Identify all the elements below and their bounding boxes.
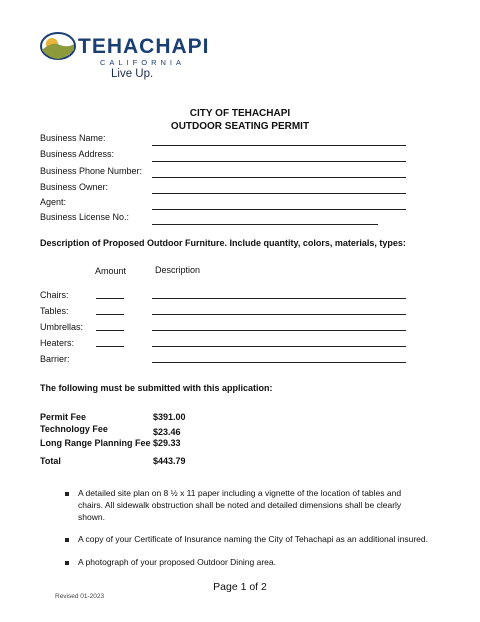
heaters-label: Heaters:: [40, 338, 75, 348]
heaters-amount-line[interactable]: [96, 346, 124, 347]
tables-description-line[interactable]: [152, 314, 406, 315]
business-owner-label: Business Owner:: [40, 182, 109, 192]
business-name-line[interactable]: [152, 145, 406, 146]
furniture-heading: Description of Proposed Outdoor Furniture. Include quantity, colors, materials, types:: [40, 238, 406, 248]
business-owner-line[interactable]: [152, 193, 406, 194]
barrier-label: Barrier:: [40, 354, 70, 364]
permit-fee-amount: $391.00: [153, 412, 186, 422]
planning-fee-label: Long Range Planning Fee: [40, 438, 151, 448]
mountain-sun-icon: [40, 32, 76, 60]
business-phone-label: Business Phone Number:: [40, 166, 143, 176]
technology-fee-amount: $23.46: [153, 427, 181, 437]
umbrellas-amount-line[interactable]: [96, 330, 124, 331]
business-address-line[interactable]: [152, 161, 406, 162]
revision-note: Revised 01-2023: [55, 593, 105, 600]
bullet-marker: [65, 492, 69, 496]
page-number: Page 1 of 2: [213, 581, 267, 593]
chairs-description-line[interactable]: [152, 298, 406, 299]
requirement-insurance: A copy of your Certificate of Insurance naming the City of Tehachapi as an additional insured.: [78, 534, 428, 544]
requirement-site-plan: A detailed site plan on 8 ½ x 11 paper including a vignette of the location of tables and chairs. All sidewalk obstruction shall be noted and detailed dimensions shall be clearly shown.: [78, 488, 402, 522]
agent-label: Agent:: [40, 197, 67, 207]
business-license-line[interactable]: [152, 224, 378, 225]
umbrellas-description-line[interactable]: [152, 330, 406, 331]
barrier-description-line[interactable]: [152, 362, 406, 363]
business-address-label: Business Address:: [40, 149, 115, 159]
tables-label: Tables:: [40, 306, 69, 316]
description-column-header: Description: [155, 265, 201, 275]
heaters-description-line[interactable]: [152, 346, 406, 347]
permit-fee-label: Permit Fee: [40, 412, 87, 422]
logo-state: CALIFORNIA: [100, 58, 186, 67]
chairs-label: Chairs:: [40, 290, 69, 300]
requirement-photograph: A photograph of your proposed Outdoor Dining area.: [78, 557, 276, 567]
submission-heading: The following must be submitted with this application:: [40, 383, 273, 393]
planning-fee-amount: $29.33: [153, 438, 181, 448]
logo-tagline: Live Up.: [111, 68, 154, 80]
business-name-label: Business Name:: [40, 133, 106, 143]
total-label: Total: [40, 456, 61, 466]
business-license-label: Business License No.:: [40, 212, 130, 222]
business-phone-line[interactable]: [152, 177, 406, 178]
bullet-marker: [65, 538, 69, 542]
chairs-amount-line[interactable]: [96, 298, 124, 299]
document-title-line2: OUTDOOR SEATING PERMIT: [170, 121, 310, 132]
document-title-line1: CITY OF TEHACHAPI: [189, 108, 291, 119]
bullet-marker: [65, 561, 69, 565]
city-logo: [40, 26, 210, 82]
tables-amount-line[interactable]: [96, 314, 124, 315]
total-amount: $443.79: [153, 456, 186, 466]
logo-wordmark: TEHACHAPI: [78, 35, 210, 58]
amount-column-header: Amount: [95, 266, 127, 276]
agent-line[interactable]: [152, 209, 406, 210]
umbrellas-label: Umbrellas:: [40, 322, 84, 332]
technology-fee-label: Technology Fee: [40, 424, 108, 434]
